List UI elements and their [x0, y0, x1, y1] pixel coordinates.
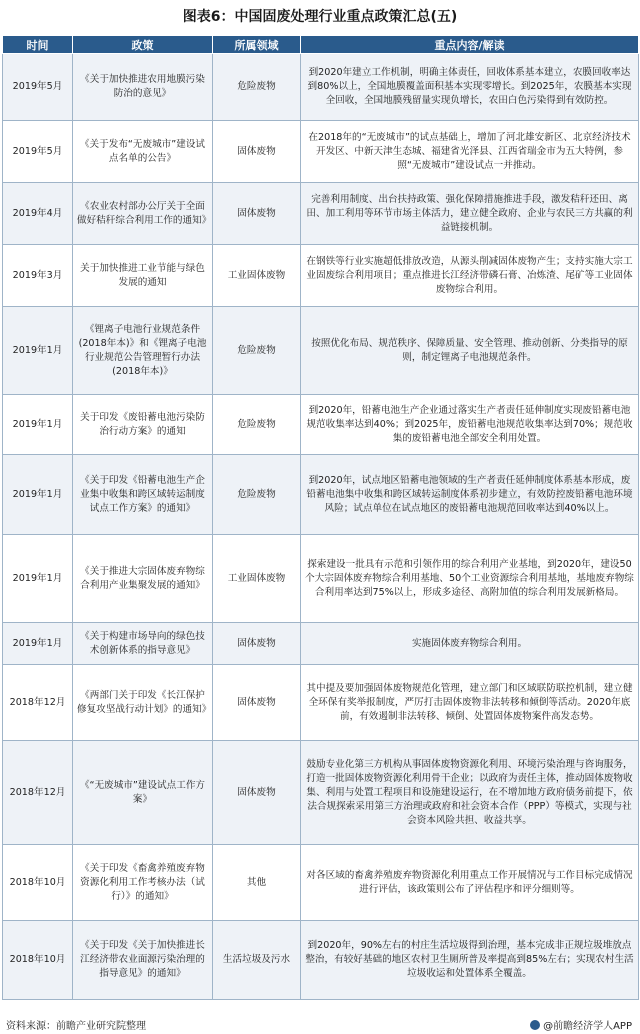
cell-policy: 《关于印发《畜禽养殖废弃物资源化利用工作考核办法（试行）》的通知》 [73, 845, 213, 921]
cell-field: 固体废物 [213, 623, 301, 665]
column-header-field: 所属领域 [213, 36, 301, 54]
table-header-row [3, 36, 639, 54]
table-row [3, 183, 639, 245]
cell-policy: 《两部门关于印发《长江保护修复攻坚战行动计划》的通知》 [73, 665, 213, 741]
policy-table [2, 35, 639, 1000]
cell-time: 2018年12月 [3, 741, 73, 845]
cell-content: 按照优化布局、规范秩序、保障质量、安全管理、推动创新、分类指导的原则，制定锂离子电池规范条件。 [301, 307, 639, 395]
cell-content: 在2018年的“无废城市”的试点基础上，增加了河北雄安新区、北京经济技术开发区、中新天津生态城、福建省光泽县、江西省瑞金市为五大特例，参照“无废城市”建设试点一并推动。 [301, 121, 639, 183]
cell-content: 对各区域的畜禽养殖废弃物资源化利用重点工作开展情况与工作目标完成情况进行评估，该政策则公布了评估程序和评分细则等。 [301, 845, 639, 921]
brand-logo-text: @前瞻经济学人APP [543, 1021, 632, 1032]
cell-field: 固体废物 [213, 183, 301, 245]
table-row [3, 623, 639, 665]
cell-content: 探索建设一批具有示范和引领作用的综合利用产业基地，到2020年，建设50个大宗固体废弃物综合利用基地、50个工业资源综合利用基地，基地废弃物综合利用率达到75%以上，形成多途径、高附加值的综合利用发展新格局。 [301, 535, 639, 623]
table-row [3, 665, 639, 741]
table-row [3, 245, 639, 307]
table-body [3, 54, 639, 1000]
cell-policy: 关于印发《废铅蓄电池污染防治行动方案》的通知 [73, 395, 213, 455]
page-title: 图表6：中国固废处理行业重点政策汇总(五) [182, 9, 458, 25]
cell-time: 2019年1月 [3, 623, 73, 665]
brand-logo-icon [530, 1020, 540, 1030]
cell-policy: 《锂离子电池行业规范条件(2018年本)》和《锂离子电池行业规范公告管理暂行办法(2018年本)》 [73, 307, 213, 395]
table-row [3, 741, 639, 845]
cell-field: 工业固体废物 [213, 245, 301, 307]
column-header-time: 时间 [3, 36, 73, 54]
cell-field: 固体废物 [213, 741, 301, 845]
table-row [3, 121, 639, 183]
cell-policy: 《关于加快推进农用地膜污染防治的意见》 [73, 54, 213, 121]
cell-field: 危险废物 [213, 455, 301, 535]
table-row [3, 921, 639, 1000]
cell-field: 危险废物 [213, 307, 301, 395]
cell-policy: 《关于印发《关于加快推进长江经济带农业面源污染治理的指导意见》的通知》 [73, 921, 213, 1000]
cell-policy: 《关于印发《铅蓄电池生产企业集中收集和跨区域转运制度试点工作方案》的通知》 [73, 455, 213, 535]
cell-field: 固体废物 [213, 121, 301, 183]
brand-logo [530, 1017, 632, 1032]
cell-time: 2019年1月 [3, 455, 73, 535]
cell-time: 2019年1月 [3, 395, 73, 455]
table-row [3, 845, 639, 921]
cell-field: 危险废物 [213, 395, 301, 455]
cell-field: 工业固体废物 [213, 535, 301, 623]
cell-content: 在钢铁等行业实施超低排放改造，从源头削减固体废物产生；支持实施大宗工业固废综合利用项目；重点推进长江经济带磷石膏、冶炼渣、尾矿等工业固体废物综合利用。 [301, 245, 639, 307]
cell-policy: 《“无废城市”建设试点工作方案》 [73, 741, 213, 845]
column-header-policy: 政策 [73, 36, 213, 54]
cell-policy: 《农业农村部办公厅关于全面做好秸秆综合利用工作的通知》 [73, 183, 213, 245]
cell-policy: 《关于发布“无废城市”建设试点名单的公告》 [73, 121, 213, 183]
cell-content: 其中提及要加强固体废物规范化管理，建立部门和区域联防联控机制，建立健全环保有奖举报制度，严厉打击固体废物非法转移和倾倒等活动。2020年底前，有效遏制非法转移、倾倒、处置固体废物案件高发态势。 [301, 665, 639, 741]
cell-policy: 关于加快推进工业节能与绿色发展的通知 [73, 245, 213, 307]
footer [0, 1014, 640, 1034]
cell-content: 实施固体废弃物综合利用。 [301, 623, 639, 665]
source-note: 资料来源：前瞻产业研究院整理 [6, 1021, 146, 1032]
cell-policy: 《关于推进大宗固体废弃物综合利用产业集聚发展的通知》 [73, 535, 213, 623]
cell-content: 鼓励专业化第三方机构从事固体废物资源化利用、环境污染治理与咨询服务，打造一批固体废物资源化利用骨干企业；以政府为责任主体，推动固体废物收集、利用与处置工程项目和设施建设运行，在不增加地方政府债务前提下，依法合规探索采用第三方治理或政府和社会资本合作（PPP）等模式，实现与社会资本风险共担、收益共享。 [301, 741, 639, 845]
table-row [3, 395, 639, 455]
cell-field: 其他 [213, 845, 301, 921]
cell-time: 2019年3月 [3, 245, 73, 307]
cell-field: 危险废物 [213, 54, 301, 121]
table-row [3, 455, 639, 535]
cell-content: 到2020年建立工作机制，明确主体责任，回收体系基本建立，农膜回收率达到80%以上，全国地膜覆盖面积基本实现零增长。到2025年，农膜基本实现全回收，全国地膜残留量实现负增长，农田白色污染得到有效防控。 [301, 54, 639, 121]
table-row [3, 54, 639, 121]
cell-time: 2018年10月 [3, 921, 73, 1000]
cell-time: 2019年4月 [3, 183, 73, 245]
table-row [3, 307, 639, 395]
column-header-content: 重点内容/解读 [301, 36, 639, 54]
cell-content: 到2020年，铅蓄电池生产企业通过落实生产者责任延伸制度实现废铅蓄电池规范收集率达到40%；到2025年，废铅蓄电池规范收集率达到70%；规范收集的废铅蓄电池全部安全利用处置。 [301, 395, 639, 455]
cell-time: 2019年1月 [3, 535, 73, 623]
table-row [3, 535, 639, 623]
cell-time: 2018年12月 [3, 665, 73, 741]
cell-field: 生活垃圾及污水 [213, 921, 301, 1000]
cell-time: 2018年10月 [3, 845, 73, 921]
cell-content: 到2020年，90%左右的村庄生活垃圾得到治理，基本完成非正规垃圾堆放点整治，有较好基础的地区农村卫生厕所普及率提高到85%左右；实现农村生活垃圾收运和处置体系全覆盖。 [301, 921, 639, 1000]
cell-content: 完善利用制度、出台扶持政策、强化保障措施推进手段，激发秸秆还田、离田、加工利用等环节市场主体活力，建立健全政府、企业与农民三方共赢的利益链接机制。 [301, 183, 639, 245]
cell-time: 2019年5月 [3, 121, 73, 183]
cell-content: 到2020年，试点地区铅蓄电池领域的生产者责任延伸制度体系基本形成，废铅蓄电池集中收集和跨区域转运制度体系初步建立，有效防控废铅蓄电池环境风险；试点单位在试点地区的废铅蓄电池规范回收率达到40%以上。 [301, 455, 639, 535]
cell-time: 2019年1月 [3, 307, 73, 395]
cell-policy: 《关于构建市场导向的绿色技术创新体系的指导意见》 [73, 623, 213, 665]
cell-field: 固体废物 [213, 665, 301, 741]
cell-time: 2019年5月 [3, 54, 73, 121]
